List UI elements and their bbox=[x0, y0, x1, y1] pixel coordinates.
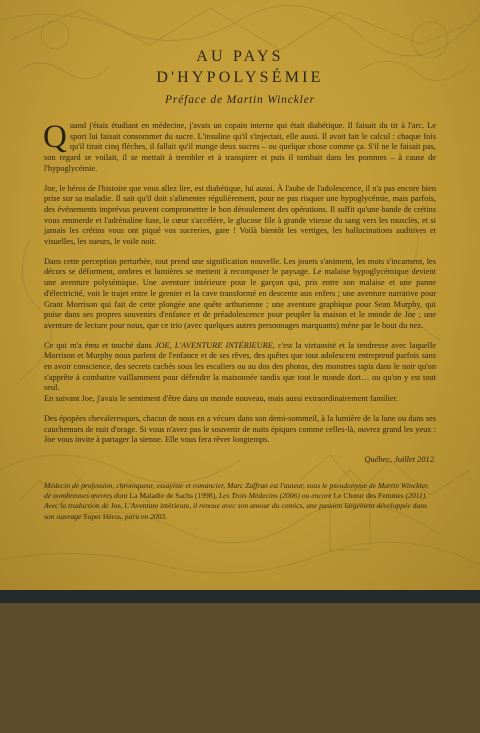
bio-c: Les Trois Médecins bbox=[218, 491, 278, 501]
title-line-2: D'HYPOLYSÉMIE bbox=[156, 69, 324, 86]
title-line-1: AU PAYS bbox=[196, 48, 284, 65]
bio-j: paru en 2003. bbox=[122, 511, 168, 521]
bio-f: (2011). Avec la traduction de bbox=[44, 491, 428, 511]
bottom-panel bbox=[0, 603, 480, 733]
book-title: JOE, L'AVENTURE INTÉRIEURE bbox=[154, 340, 273, 350]
bio-d: (2006) ou encore bbox=[277, 491, 334, 501]
dark-band bbox=[0, 590, 480, 603]
drop-cap: Q bbox=[43, 119, 67, 155]
bio-i: Super Héros, bbox=[83, 511, 123, 521]
paragraph-1-text: uand j'étais étudiant en médecine, j'avais un copain interne qui était diabétique. Il faisait du tir à l'arc. Le sport lui faisait consommer du sucre. L'insuline qu'il s'injectait, elle aussi. Il avait fait le calcul : chaque fois qu'il tirait cinq flèches, il fallait qu'il mange deux sucres – ou quelque chose comme ça. S'il ne le faisait pas, son regard se voilait, il se mettait à trembler et à transpirer et puis il tombait dans les pommes – à cause de l'hypoglycémie. bbox=[44, 121, 436, 173]
paragraph-2: Joe, le héros de l'histoire que vous allez lire, est diabétique, lui aussi. À l'aube de l'adolescence, il n'a pas encore bien prise sur sa maladie. Il sait qu'il doit s'alimenter régulièrement, pour ne pas risquer une hypoglycémie, mais parfois, des événements imprévus peuvent compromettre le bon déroulement des opérations. Il suffit qu'une bande de crétins vous emmerde et l'adrénaline fuse, le cœur s'accélère, le glucose file à grande vitesse du sang vers les muscles, et si jamais les crétins vous ont piqué vos sucreries, gare ! Voilà bientôt les vertiges, les hallucinations auditives et visuelles, les sueurs, le voile noir. bbox=[44, 183, 436, 247]
paragraph-1 bbox=[44, 121, 436, 175]
preface-content bbox=[44, 46, 436, 522]
bio-e: Le Chœur des Femmes bbox=[333, 491, 404, 501]
paragraph-4 bbox=[44, 341, 436, 405]
paragraph-3: Dans cette perception perturbée, tout prend une signification nouvelle. Les jouets s'animent, les mots s'incarnent, les décors se déforment, ombres et lumières se mettent à recomposer le paysage. Le malaise hypoglycémique devient une aventure polysémique. Une aventure intérieure pour le garçon qui, pris entre son malaise et une panne d'électricité, voit le trajet entre le grenier et la cave transformé en descente aux enfers ; une aventure narrative pour Grant Morrison qui fait de cette plongée une quête arthurienne ; une aventure graphique pour Sean Murphy, qui puise dans ses propres souvenirs d'enfance et de préadolescence pour peupler la maison et le monde de Joe ; une aventure de lecture pour nous, que ce trio (avec quelques autres personnages marquants) mène par le bout du nez. bbox=[44, 256, 436, 330]
bio-a: Médecin de profession, chroniqueur, essayiste et romancier, Marc Zaffran est l'auteur, sous le pseudonyme de Martin Winckler, de nombreuses œuvres dont bbox=[44, 480, 429, 501]
bio-b: La Maladie de Sachs (1998), bbox=[129, 491, 219, 501]
paragraph-4-text-a: Ce qui m'a ému et touché dans bbox=[44, 340, 155, 350]
page-title bbox=[44, 46, 436, 88]
author-bio bbox=[44, 481, 436, 522]
bio-h: il renoue avec son amour du comics, une passion largement développée dans son ouvrage bbox=[44, 501, 428, 521]
paragraph-4-text-d: En suivant Joe, j'avais le sentiment d'être dans un monde nouveau, mais aussi extraordinairement familier. bbox=[44, 394, 399, 404]
paragraph-5: Des épopées chevaleresques, chacun de nous en a vécues dans son demi-sommeil, à la lumière de la lune ou dans ses cauchemars de nuit d'orage. Si vous n'avez pas le souvenir de nuits épiques comme celles-là, ouvrez grand les yeux : Joe vous invite à partager la sienne. Elle vous fera rêver longtemps. bbox=[44, 413, 436, 445]
signature: Québec, Juillet 2012. bbox=[364, 454, 436, 464]
subtitle: Préface de Martin Winckler bbox=[165, 93, 315, 106]
paragraph-4-text-c: , c'est la virtuosité et la tendresse avec laquelle Morrison et Murphy nous parlent de l'enfance et de ses rêves, des quêtes que tout adolescent entreprend parfois sans en avoir conscience, des secrets cachés sous les escaliers ou au dos des photos, des monstres tapis dans le noir qu'on s'apprête à combattre vaillamment pour défendre la maisonnée tandis que tout le monde dort… ou qu'on y est tout seul. bbox=[44, 340, 436, 393]
bio-g: Joe, L'Aventure intérieure, bbox=[110, 501, 192, 511]
